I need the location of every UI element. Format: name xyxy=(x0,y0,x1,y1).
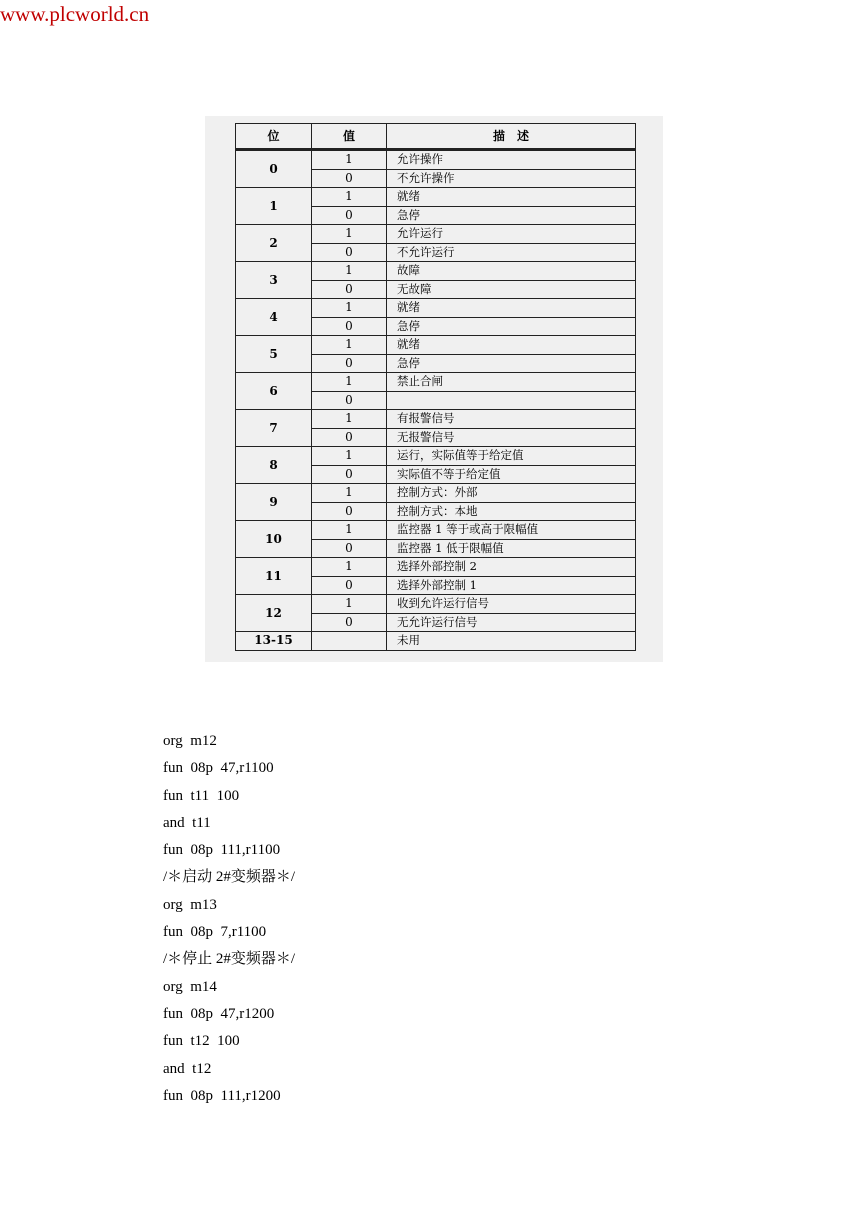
description-cell: 未用 xyxy=(387,632,636,651)
description-cell: 选择外部控制 1 xyxy=(387,576,636,595)
description-cell: 不允许运行 xyxy=(387,243,636,262)
table-row xyxy=(236,188,636,207)
description-cell xyxy=(387,391,636,410)
value-cell xyxy=(312,632,387,651)
bit-cell: 6 xyxy=(236,373,312,410)
value-cell: 0 xyxy=(312,502,387,521)
table-row xyxy=(236,410,636,429)
value-cell: 1 xyxy=(312,595,387,614)
code-line: and t12 xyxy=(163,1060,212,1077)
description-cell: 急停 xyxy=(387,317,636,336)
bit-cell: 1 xyxy=(236,188,312,225)
description-cell: 就绪 xyxy=(387,188,636,207)
bit-cell: 12 xyxy=(236,595,312,632)
header-description: 描 述 xyxy=(387,124,636,150)
description-cell: 实际值不等于给定值 xyxy=(387,465,636,484)
table-row xyxy=(236,225,636,244)
value-cell: 1 xyxy=(312,225,387,244)
code-line: /＊启动 2#变频器＊/ xyxy=(163,869,296,886)
bit-cell: 13-15 xyxy=(236,632,312,651)
description-cell: 选择外部控制 2 xyxy=(387,558,636,577)
site-link[interactable]: www.plcworld.cn xyxy=(0,2,150,26)
description-cell: 就绪 xyxy=(387,336,636,355)
header-bit: 位 xyxy=(236,124,312,150)
value-cell: 1 xyxy=(312,336,387,355)
description-cell: 收到允许运行信号 xyxy=(387,595,636,614)
bit-cell: 0 xyxy=(236,150,312,188)
status-word-table-figure xyxy=(205,116,663,662)
value-cell: 0 xyxy=(312,539,387,558)
code-block xyxy=(163,728,295,1110)
value-cell: 0 xyxy=(312,391,387,410)
value-cell: 1 xyxy=(312,410,387,429)
value-cell: 1 xyxy=(312,262,387,281)
description-cell: 无报警信号 xyxy=(387,428,636,447)
value-cell: 1 xyxy=(312,484,387,503)
bit-cell: 4 xyxy=(236,299,312,336)
bit-cell: 8 xyxy=(236,447,312,484)
description-cell: 急停 xyxy=(387,206,636,225)
value-cell: 0 xyxy=(312,243,387,262)
bit-cell: 5 xyxy=(236,336,312,373)
description-cell: 控制方式：外部 xyxy=(387,484,636,503)
value-cell: 1 xyxy=(312,373,387,392)
code-line: fun t11 100 xyxy=(163,787,240,804)
status-word-table xyxy=(235,123,636,651)
value-cell: 1 xyxy=(312,521,387,540)
value-cell: 0 xyxy=(312,206,387,225)
description-cell: 监控器 1 等于或高于限幅值 xyxy=(387,521,636,540)
bit-cell: 11 xyxy=(236,558,312,595)
description-cell: 故障 xyxy=(387,262,636,281)
bit-cell: 7 xyxy=(236,410,312,447)
code-line: fun 08p 7,r1100 xyxy=(163,924,267,941)
description-cell: 无允许运行信号 xyxy=(387,613,636,632)
description-cell: 控制方式：本地 xyxy=(387,502,636,521)
table-row xyxy=(236,336,636,355)
table-header-row xyxy=(236,124,636,150)
table-row xyxy=(236,150,636,170)
table-row xyxy=(236,373,636,392)
description-cell: 运行，实际值等于给定值 xyxy=(387,447,636,466)
code-line: fun 08p 47,r1200 xyxy=(163,1005,275,1022)
value-cell: 0 xyxy=(312,576,387,595)
value-cell: 1 xyxy=(312,188,387,207)
value-cell: 0 xyxy=(312,354,387,373)
bit-cell: 9 xyxy=(236,484,312,521)
value-cell: 0 xyxy=(312,317,387,336)
table-row xyxy=(236,484,636,503)
value-cell: 1 xyxy=(312,558,387,577)
bit-cell: 2 xyxy=(236,225,312,262)
description-cell: 急停 xyxy=(387,354,636,373)
description-cell: 无故障 xyxy=(387,280,636,299)
table-row xyxy=(236,299,636,318)
code-line: org m12 xyxy=(163,733,217,749)
code-line: fun 08p 47,r1100 xyxy=(163,760,274,777)
code-line: /＊停止 2#变频器＊/ xyxy=(163,951,296,968)
table-row xyxy=(236,558,636,577)
table-row xyxy=(236,262,636,281)
description-cell: 监控器 1 低于限幅值 xyxy=(387,539,636,558)
code-line: fun 08p 111,r1200 xyxy=(163,1087,281,1104)
code-line: fun t12 100 xyxy=(163,1033,240,1050)
description-cell: 不允许操作 xyxy=(387,169,636,188)
value-cell: 0 xyxy=(312,280,387,299)
table-row xyxy=(236,521,636,540)
description-cell: 就绪 xyxy=(387,299,636,318)
value-cell: 1 xyxy=(312,150,387,170)
code-line: and t11 xyxy=(163,814,211,831)
description-cell: 禁止合闸 xyxy=(387,373,636,392)
value-cell: 1 xyxy=(312,447,387,466)
header-value: 值 xyxy=(312,124,387,150)
value-cell: 0 xyxy=(312,613,387,632)
value-cell: 1 xyxy=(312,299,387,318)
value-cell: 0 xyxy=(312,465,387,484)
description-cell: 允许操作 xyxy=(387,150,636,170)
description-cell: 有报警信号 xyxy=(387,410,636,429)
table-body xyxy=(236,150,636,651)
value-cell: 0 xyxy=(312,428,387,447)
code-line: org m13 xyxy=(163,896,217,913)
bit-cell: 3 xyxy=(236,262,312,299)
table-row xyxy=(236,595,636,614)
code-line: fun 08p 111,r1100 xyxy=(163,842,281,859)
bit-cell: 10 xyxy=(236,521,312,558)
code-line: org m14 xyxy=(163,978,217,995)
description-cell: 允许运行 xyxy=(387,225,636,244)
table-row xyxy=(236,447,636,466)
value-cell: 0 xyxy=(312,169,387,188)
table-row xyxy=(236,632,636,651)
